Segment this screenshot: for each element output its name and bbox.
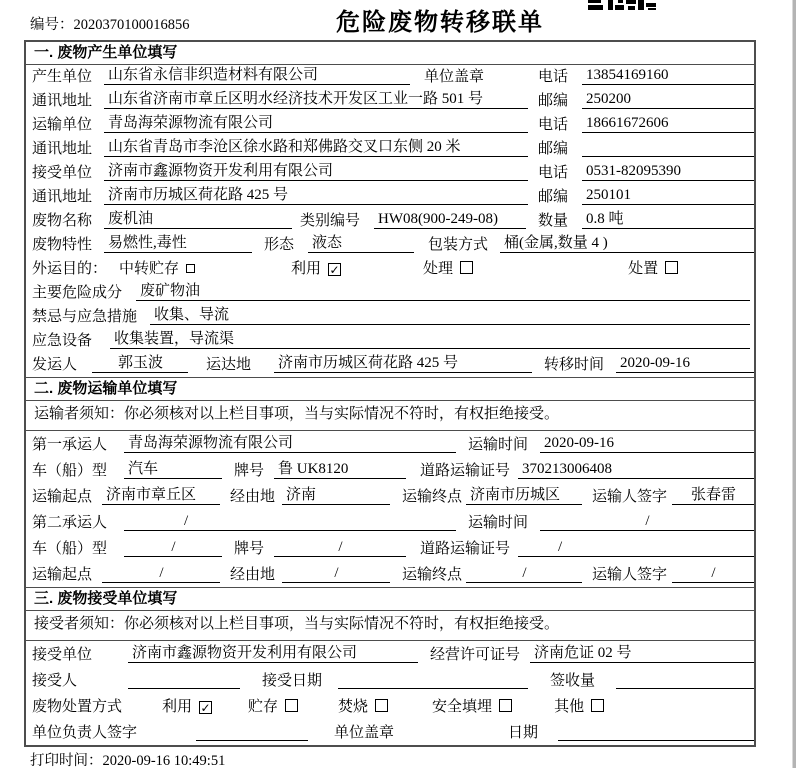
transport-time-value: 2020-09-16 bbox=[540, 435, 754, 453]
transport-unit-label: 运输单位 bbox=[32, 117, 93, 133]
produce-address-value: 山东省济南市章丘区明水经济技术开发区工业一路 501 号 bbox=[104, 91, 528, 109]
transporter-notice: 运输者须知：你必须核对以上栏目事项，当与实际情况不符时，有权拒绝接受。 bbox=[26, 401, 754, 431]
destination-label: 运达地 bbox=[206, 357, 252, 373]
row-receiver-person bbox=[26, 667, 754, 693]
equipment-label: 应急设备 bbox=[32, 333, 93, 349]
row-waste-props bbox=[26, 233, 754, 257]
route-end-label: 运输终点 bbox=[402, 489, 463, 505]
vehicle-type-label: 车（船）型 bbox=[32, 463, 108, 479]
row-produce-unit bbox=[26, 65, 754, 89]
checkbox-icon bbox=[591, 699, 604, 712]
permit-value: 济南危证 02 号 bbox=[530, 645, 754, 663]
plate-label: 牌号 bbox=[234, 541, 265, 557]
receive-date-label: 接受日期 bbox=[262, 673, 323, 689]
route-end-label: 运输终点 bbox=[402, 567, 463, 583]
receive-date-value bbox=[338, 687, 528, 689]
zip-label: 邮编 bbox=[538, 93, 569, 109]
responsible-sign-value bbox=[196, 739, 308, 741]
route-start-value: 济南市章丘区 bbox=[102, 487, 220, 505]
pack-label: 包装方式 bbox=[428, 237, 489, 253]
transport-time-value: / bbox=[540, 513, 754, 531]
road-license-label: 道路运输证号 bbox=[420, 541, 511, 557]
section-transporter-title: 二. 废物运输单位填写 bbox=[26, 377, 754, 401]
plate-value: 鲁 UK8120 bbox=[274, 461, 406, 479]
dispatcher-label: 发运人 bbox=[32, 357, 78, 373]
purpose-option-dispose: 处置 bbox=[628, 261, 678, 277]
route-start-label: 运输起点 bbox=[32, 567, 93, 583]
receive-phone-value: 0531-82095390 bbox=[582, 163, 754, 181]
row-vehicle1 bbox=[26, 457, 754, 483]
vehicle-type-value: 汽车 bbox=[124, 461, 222, 479]
route-via-label: 经由地 bbox=[230, 489, 276, 505]
row-responsible-sign bbox=[26, 719, 754, 745]
vehicle-type-label: 车（船）型 bbox=[32, 541, 108, 557]
waste-props-label: 废物特性 bbox=[32, 237, 93, 253]
section-producer-title: 一. 废物产生单位填写 bbox=[26, 42, 754, 65]
print-time bbox=[30, 749, 225, 770]
receive-address-value: 济南市历城区荷花路 425 号 bbox=[104, 187, 528, 205]
emergency-value: 收集、导流 bbox=[150, 307, 750, 325]
route-via-label: 经由地 bbox=[230, 567, 276, 583]
date-value bbox=[558, 739, 754, 741]
page-title: 危险废物转移联单 bbox=[336, 9, 544, 36]
transport-time-label: 运输时间 bbox=[468, 437, 529, 453]
checkbox-icon: ✓ bbox=[200, 701, 211, 715]
produce-zip-value: 250200 bbox=[582, 91, 754, 109]
row-purpose bbox=[26, 257, 754, 281]
equipment-value: 收集装置，导流渠 bbox=[110, 331, 750, 349]
receipt-qty-value bbox=[616, 687, 754, 689]
waste-code-label: 类别编号 bbox=[300, 213, 361, 229]
row-dispatch bbox=[26, 353, 754, 377]
checkbox-icon: ✓ bbox=[329, 263, 340, 277]
receiver-unit-label: 接受单位 bbox=[32, 647, 93, 663]
purpose-label: 外运目的： bbox=[32, 261, 108, 277]
row-receive-unit bbox=[26, 161, 754, 185]
destination-value: 济南市历城区荷花路 425 号 bbox=[274, 355, 532, 373]
carrier1-value: 青岛海荣源物流有限公司 bbox=[124, 435, 456, 453]
responsible-sign-label: 单位负责人签字 bbox=[32, 725, 138, 741]
receive-unit-label: 接受单位 bbox=[32, 165, 93, 181]
address-label: 通讯地址 bbox=[32, 93, 93, 109]
route-start-label: 运输起点 bbox=[32, 489, 93, 505]
purpose-option-use: 利用 ✓ bbox=[291, 261, 340, 277]
produce-unit-label: 产生单位 bbox=[32, 69, 93, 85]
checkbox-icon bbox=[460, 261, 473, 274]
carrier-sign-value: / bbox=[672, 565, 754, 583]
carrier-sign-label: 运输人签字 bbox=[592, 489, 668, 505]
print-time-value: 2020-09-16 10:49:51 bbox=[102, 753, 226, 769]
waste-props-value: 易燃性,毒性 bbox=[104, 235, 252, 253]
address-label: 通讯地址 bbox=[32, 141, 93, 157]
receiver-unit-value: 济南市鑫源物资开发利用有限公司 bbox=[128, 645, 418, 663]
disposal-option-use: 利用 ✓ bbox=[162, 699, 211, 715]
route-start-value: / bbox=[102, 565, 220, 583]
purpose-option-treat: 处理 bbox=[423, 261, 473, 277]
carrier2-value: / bbox=[124, 513, 456, 531]
row-hazard bbox=[26, 281, 754, 305]
transfer-time-label: 转移时间 bbox=[544, 357, 605, 373]
road-license-value: 370213006408 bbox=[518, 461, 754, 479]
permit-label: 经营许可证号 bbox=[430, 647, 521, 663]
transfer-time-value: 2020-09-16 bbox=[616, 355, 754, 373]
route-via-value: 济南 bbox=[282, 487, 390, 505]
row-receive-address bbox=[26, 185, 754, 209]
carrier-sign-label: 运输人签字 bbox=[592, 567, 668, 583]
receive-zip-value: 250101 bbox=[582, 187, 754, 205]
waste-form-label: 形态 bbox=[264, 237, 295, 253]
row-disposal-method bbox=[26, 693, 754, 719]
row-equipment bbox=[26, 329, 754, 353]
unit-seal-label: 单位盖章 bbox=[424, 69, 485, 85]
transport-address-value: 山东省青岛市李沧区徐水路和郑佛路交叉口东侧 20 米 bbox=[104, 139, 528, 157]
row-emergency bbox=[26, 305, 754, 329]
carrier1-label: 第一承运人 bbox=[32, 437, 108, 453]
waste-qty-label: 数量 bbox=[538, 213, 569, 229]
zip-label: 邮编 bbox=[538, 189, 569, 205]
plate-label: 牌号 bbox=[234, 463, 265, 479]
section-receiver-title: 三. 废物接受单位填写 bbox=[26, 587, 754, 611]
route-via-value: / bbox=[282, 565, 390, 583]
form-number-value: 2020370100016856 bbox=[73, 17, 190, 33]
checkbox-icon bbox=[285, 699, 298, 712]
route-end-value: 济南市历城区 bbox=[466, 487, 582, 505]
checkbox-icon bbox=[186, 264, 195, 273]
waste-name-label: 废物名称 bbox=[32, 213, 93, 229]
date-label: 日期 bbox=[508, 725, 539, 741]
road-license-label: 道路运输证号 bbox=[420, 463, 511, 479]
emergency-label: 禁忌与应急措施 bbox=[32, 309, 138, 325]
waste-code-value: HW08(900-249-08) bbox=[374, 211, 526, 229]
row-transport-address bbox=[26, 137, 754, 161]
transport-zip-value bbox=[582, 155, 754, 157]
unit-seal-label: 单位盖章 bbox=[334, 725, 395, 741]
row-waste-name bbox=[26, 209, 754, 233]
checkbox-icon bbox=[375, 699, 388, 712]
row-receiver-unit bbox=[26, 641, 754, 667]
row-transport-unit bbox=[26, 113, 754, 137]
receive-unit-value: 济南市鑫源物资开发利用有限公司 bbox=[104, 163, 528, 181]
purpose-option-transfer: 中转贮存 bbox=[119, 261, 195, 277]
route-end-value: / bbox=[466, 565, 582, 583]
vehicle-type-value: / bbox=[124, 539, 222, 557]
pack-value: 桶(金属,数量 4 ) bbox=[500, 235, 754, 253]
transport-unit-value: 青岛海荣源物流有限公司 bbox=[104, 115, 528, 133]
address-label: 通讯地址 bbox=[32, 189, 93, 205]
form-number-label: 编号： bbox=[30, 17, 74, 33]
receiver-person-value bbox=[128, 687, 240, 689]
waste-form-value: 液态 bbox=[308, 235, 414, 253]
manifest-form bbox=[24, 40, 756, 747]
hazard-value: 废矿物油 bbox=[136, 283, 750, 301]
print-time-label: 打印时间： bbox=[30, 753, 103, 769]
phone-label: 电话 bbox=[538, 69, 569, 85]
disposal-option-landfill: 安全填埋 bbox=[432, 699, 512, 715]
receipt-qty-label: 签收量 bbox=[550, 673, 596, 689]
transport-time-label: 运输时间 bbox=[468, 515, 529, 531]
road-license-value: / bbox=[518, 539, 754, 557]
checkbox-icon bbox=[665, 261, 678, 274]
transport-phone-value: 18661672606 bbox=[582, 115, 754, 133]
waste-qty-value: 0.8 吨 bbox=[582, 211, 754, 229]
row-vehicle2 bbox=[26, 535, 754, 561]
row-route2 bbox=[26, 561, 754, 587]
qr-code-icon bbox=[588, 0, 656, 11]
hazard-label: 主要危险成分 bbox=[32, 285, 123, 301]
zip-label: 邮编 bbox=[538, 141, 569, 157]
page-header bbox=[0, 0, 796, 40]
row-carrier2 bbox=[26, 509, 754, 535]
disposal-option-store: 贮存 bbox=[248, 699, 298, 715]
scrollbar[interactable] bbox=[792, 0, 796, 768]
row-produce-address bbox=[26, 89, 754, 113]
carrier-sign-value: 张春雷 bbox=[672, 487, 754, 505]
phone-label: 电话 bbox=[538, 165, 569, 181]
phone-label: 电话 bbox=[538, 117, 569, 133]
disposal-option-other: 其他 bbox=[554, 699, 604, 715]
disposal-method-label: 废物处置方式 bbox=[32, 699, 123, 715]
carrier2-label: 第二承运人 bbox=[32, 515, 108, 531]
row-carrier1 bbox=[26, 431, 754, 457]
row-route1 bbox=[26, 483, 754, 509]
produce-unit-value: 山东省永信非织造材料有限公司 bbox=[104, 67, 410, 85]
receiver-person-label: 接受人 bbox=[32, 673, 78, 689]
dispatcher-value: 郭玉波 bbox=[92, 355, 188, 373]
receiver-notice: 接受者须知：你必须核对以上栏目事项，当与实际情况不符时，有权拒绝接受。 bbox=[26, 611, 754, 641]
plate-value: / bbox=[274, 539, 406, 557]
waste-name-value: 废机油 bbox=[104, 211, 292, 229]
disposal-option-burn: 焚烧 bbox=[338, 699, 388, 715]
checkbox-icon bbox=[499, 699, 512, 712]
produce-unit-phone: 13854169160 bbox=[582, 67, 754, 85]
